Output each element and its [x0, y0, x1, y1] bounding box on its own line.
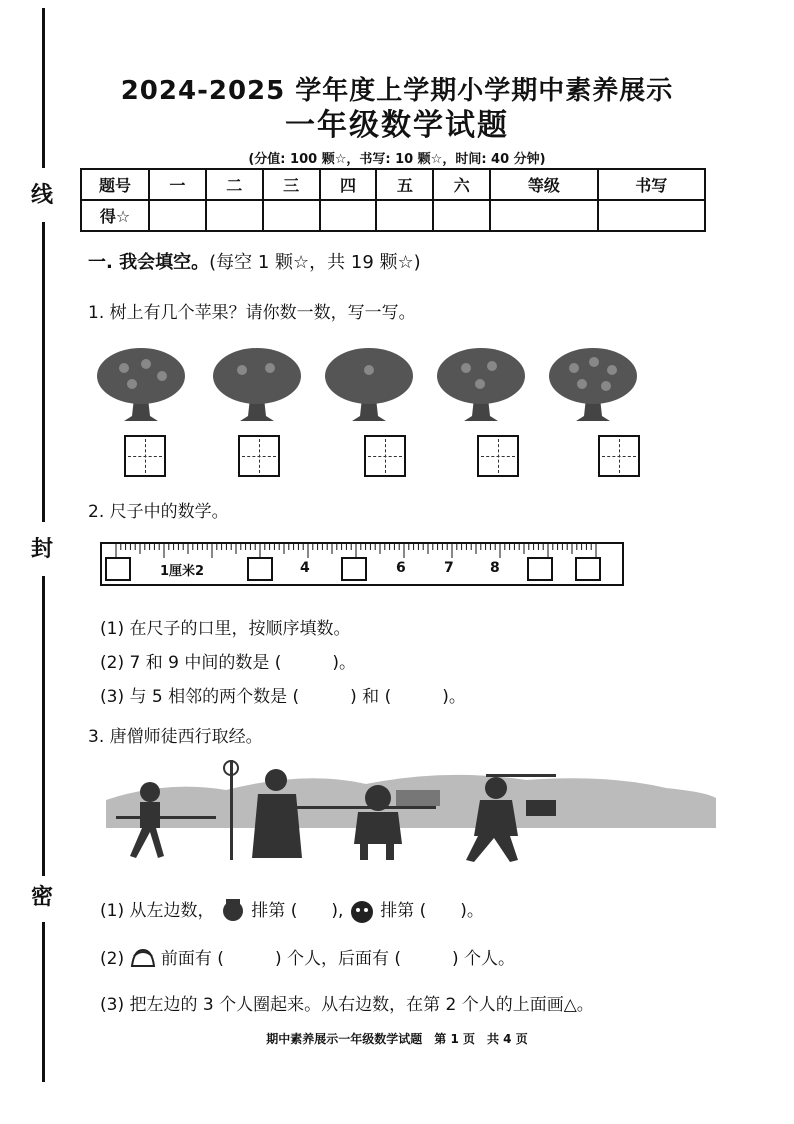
margin-line-mid1 [42, 222, 45, 522]
monk-head-icon [220, 898, 246, 924]
question-2-sub2: (2) 7 和 9 中间的数是 ( )。 [100, 653, 356, 673]
sandy-head-icon [349, 898, 375, 924]
score-header-cell: 五 [376, 169, 433, 200]
question-3-sub2-part2: 前面有 ( ) 个人，后面有 ( ) 个人。 [160, 949, 516, 969]
ruler-box[interactable] [576, 558, 600, 580]
section-1-title: 一. 我会填空。 [88, 252, 210, 273]
section-1-note: (每空 1 颗☆，共 19 颗☆) [209, 252, 421, 273]
question-2-text: 2. 尺子中的数学。 [88, 502, 229, 522]
margin-line-mid2 [42, 576, 45, 876]
exam-title-line1: 2024-2025 学年度上学期小学期中素养展示 [120, 76, 674, 106]
answer-box[interactable] [238, 435, 280, 477]
ruler-label: 1厘米2 [160, 564, 205, 579]
question-2-sub3: (3) 与 5 相邻的两个数是 ( ) 和 ( )。 [100, 687, 466, 707]
margin-char-feng: 封 [22, 532, 62, 563]
ruler-label: 6 [396, 560, 406, 576]
score-table-score-row [81, 200, 705, 231]
score-row-label: 得☆ [81, 200, 149, 231]
ruler [100, 542, 624, 586]
answer-box[interactable] [477, 435, 519, 477]
ruler-label: 8 [490, 560, 500, 576]
question-3-sub2 [100, 944, 515, 972]
answer-box[interactable] [364, 435, 406, 477]
score-header-cell: 三 [263, 169, 320, 200]
score-cell[interactable] [433, 200, 490, 231]
section-1-heading [88, 248, 421, 274]
ruler-label: 4 [300, 560, 310, 576]
question-3-sub1-part1: (1) 从左边数， [100, 901, 215, 921]
question-3-sub1-part3: 排第 ( )。 [380, 901, 484, 921]
question-3-sub1-part2: 排第 ( ), [251, 901, 344, 921]
score-cell[interactable] [490, 200, 597, 231]
score-header-cell: 一 [149, 169, 206, 200]
page-footer: 期中素养展示一年级数学试题 第 1 页 共 4 页 [266, 1032, 528, 1046]
exam-title-line2: 一年级数学试题 [285, 108, 509, 143]
score-header-cell: 四 [320, 169, 377, 200]
ruler-box[interactable] [342, 558, 366, 580]
ruler-box[interactable] [528, 558, 552, 580]
score-header-cell: 等级 [490, 169, 597, 200]
apple-tree-icon [212, 346, 302, 422]
question-3-sub1 [100, 896, 484, 924]
score-cell[interactable] [376, 200, 433, 231]
score-header-cell: 二 [206, 169, 263, 200]
ruler-box[interactable] [106, 558, 130, 580]
apple-tree-icon [548, 346, 638, 422]
exam-note: (分值: 100 颗☆，书写: 10 颗☆，时间: 40 分钟) [248, 152, 546, 167]
journey-west-scene [106, 760, 716, 868]
question-3-sub2-part1: (2) [100, 949, 125, 969]
margin-line-bottom [42, 922, 45, 1082]
question-3-text: 3. 唐僧师徒西行取经。 [88, 727, 263, 747]
score-table-header-row [81, 169, 705, 200]
score-table [80, 168, 706, 232]
apple-tree-icon [324, 346, 414, 422]
margin-char-mi: 密 [22, 880, 62, 911]
apple-tree-icon [436, 346, 526, 422]
question-3-sub3: (3) 把左边的 3 个人圈起来。从右边数，在第 2 个人的上面画△。 [100, 995, 594, 1015]
score-cell[interactable] [263, 200, 320, 231]
question-2-sub1: (1) 在尺子的口里，按顺序填数。 [100, 619, 351, 639]
ruler-label: 7 [444, 560, 454, 576]
score-header-cell: 书写 [598, 169, 705, 200]
score-cell[interactable] [320, 200, 377, 231]
ruler-box[interactable] [248, 558, 272, 580]
answer-box[interactable] [598, 435, 640, 477]
answer-box[interactable] [124, 435, 166, 477]
score-cell[interactable] [598, 200, 705, 231]
margin-char-xian: 线 [22, 178, 62, 209]
monkey-head-icon [130, 946, 156, 972]
score-header-cell: 题号 [81, 169, 149, 200]
score-cell[interactable] [206, 200, 263, 231]
score-header-cell: 六 [433, 169, 490, 200]
score-cell[interactable] [149, 200, 206, 231]
question-1-text: 1. 树上有几个苹果？请你数一数，写一写。 [88, 303, 416, 323]
apple-tree-icon [96, 346, 186, 422]
